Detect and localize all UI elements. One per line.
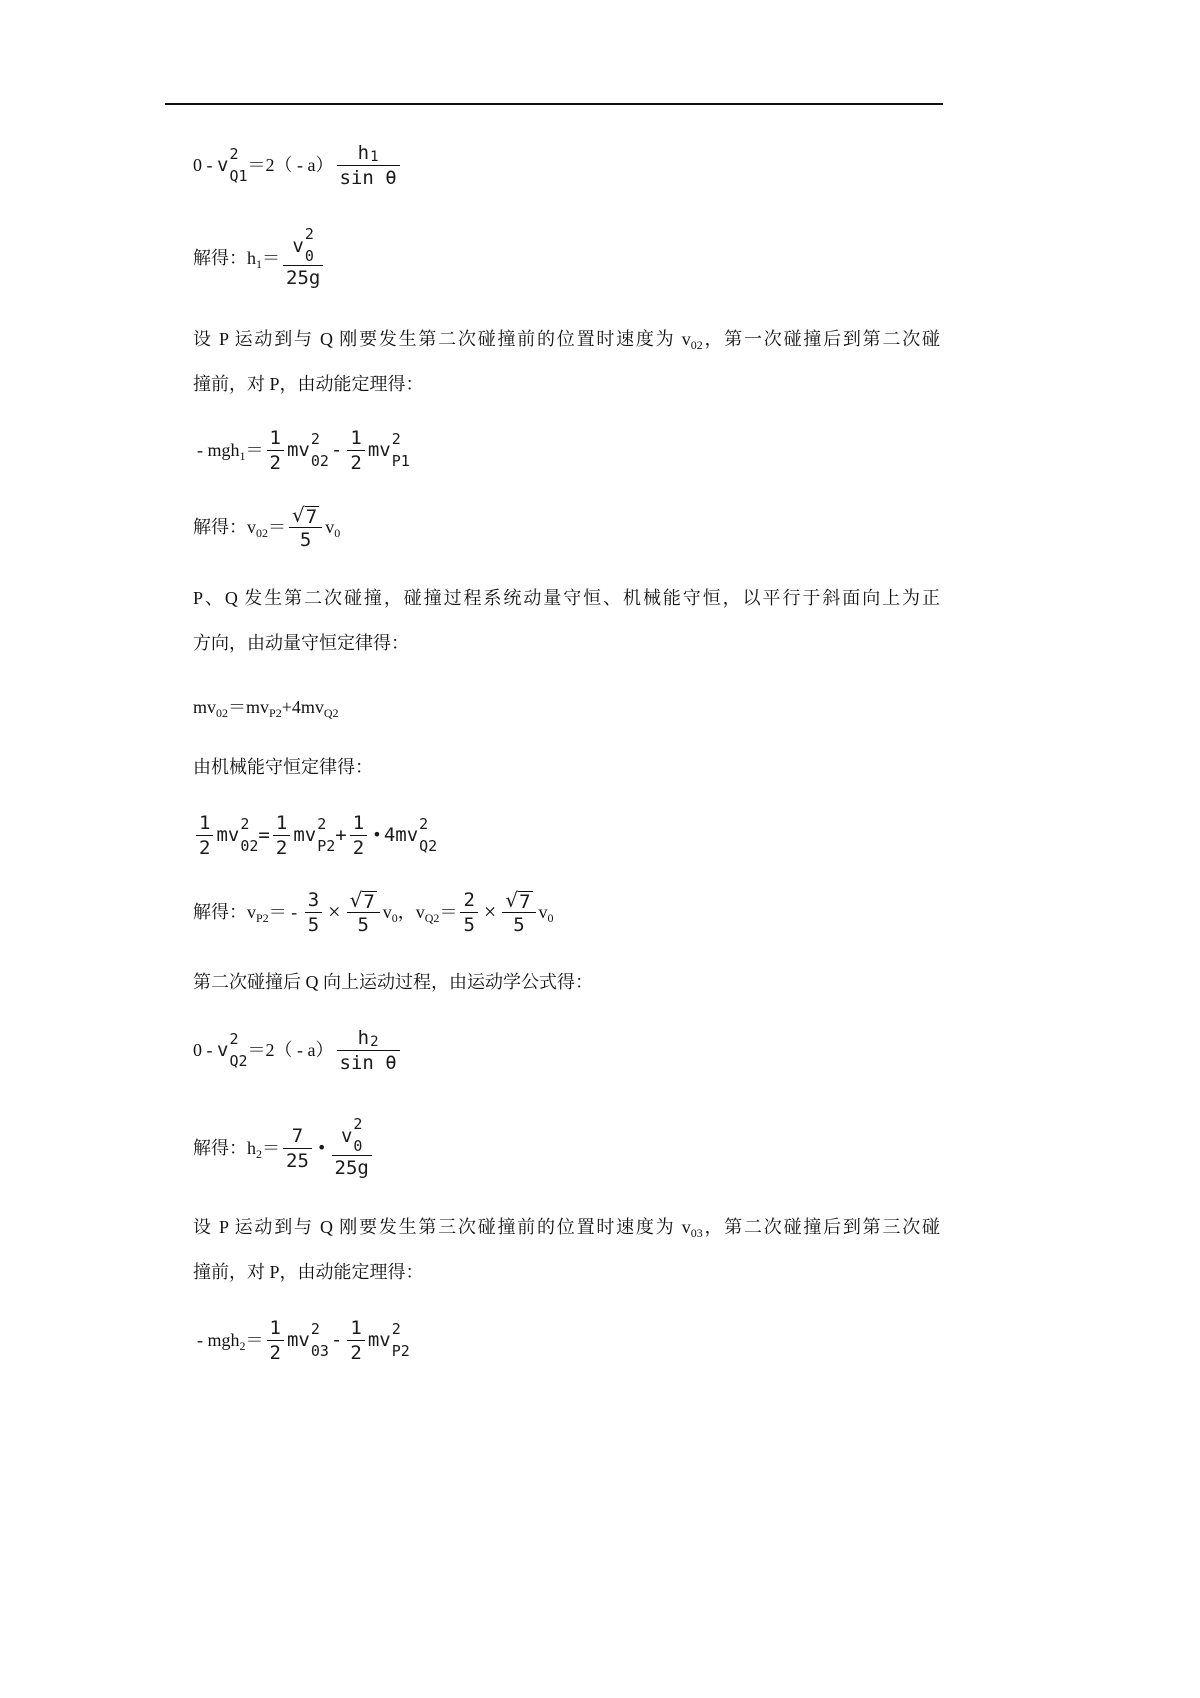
work-energy-equation-1 xyxy=(197,415,410,485)
paragraph-line: 由机械能守恒定律得： xyxy=(193,757,373,777)
momentum-conservation-equation xyxy=(193,695,339,719)
subscript: Q2 xyxy=(419,836,438,855)
mass-velocity-term: mv xyxy=(367,439,391,461)
radicand: 7 xyxy=(519,891,531,913)
subscript: P2 xyxy=(269,706,282,720)
subscript: 2 xyxy=(239,1339,246,1353)
superscript: 2 xyxy=(391,429,401,448)
subscript: 0 xyxy=(304,247,314,265)
multiplication-sign: × xyxy=(483,899,497,924)
fraction-half xyxy=(347,426,364,475)
minus-sign: - xyxy=(330,1329,343,1351)
fraction-denominator: sin θ xyxy=(337,165,400,190)
fraction-denominator: 25g xyxy=(283,265,323,290)
fraction-half xyxy=(196,811,213,860)
subscript: 02 xyxy=(690,338,703,352)
subscript: 03 xyxy=(690,1226,703,1240)
numerator-symbol: h xyxy=(357,141,370,164)
subscript: 0 xyxy=(334,526,341,540)
fraction-denominator: sin θ xyxy=(337,1050,400,1075)
paragraph-line: 撞前，对 P，由动能定理得： xyxy=(193,1262,424,1282)
subscript: 1 xyxy=(239,449,246,463)
equation-text: +4mv xyxy=(281,697,324,717)
superscript: 2 xyxy=(240,814,250,833)
radicand: 7 xyxy=(305,506,318,528)
subscript: 0 xyxy=(547,911,554,925)
equals-sign: = xyxy=(258,824,270,846)
fraction-denominator: 5 xyxy=(460,912,477,937)
equation-text: ＝ - xyxy=(268,902,302,922)
kinematics-equation-q1 xyxy=(193,130,403,200)
fraction-numerator xyxy=(347,888,380,912)
fraction-half xyxy=(273,811,290,860)
sup-sub-stack xyxy=(229,146,247,185)
sup-sub-stack xyxy=(392,1321,410,1360)
velocity-symbol: v xyxy=(292,234,304,257)
fraction xyxy=(332,1116,372,1180)
fraction-denominator: 5 xyxy=(305,912,322,937)
subscript: 0 xyxy=(353,1137,363,1155)
fraction-half xyxy=(347,1316,364,1365)
fraction-half xyxy=(267,1316,284,1365)
radicand: 7 xyxy=(363,891,375,913)
subscript: 2 xyxy=(256,1147,262,1161)
fraction-denominator: 25g xyxy=(332,1155,372,1180)
superscript: 2 xyxy=(310,1319,320,1338)
equation-text: v xyxy=(538,902,548,922)
label-text: 解得：h xyxy=(193,248,256,268)
subscript: Q2 xyxy=(424,911,440,925)
numerator-symbol: h xyxy=(357,1026,370,1049)
fraction-numerator: 1 xyxy=(269,426,281,449)
equals-sign: ＝ xyxy=(245,440,264,460)
paragraph-line xyxy=(193,327,940,351)
work-energy-equation-2 xyxy=(197,1305,410,1375)
radical-sign: √ xyxy=(292,502,305,527)
fraction-numerator xyxy=(337,141,400,165)
subscript: 03 xyxy=(310,1341,329,1360)
paragraph-line: P、Q 发生第二次碰撞，碰撞过程系统动量守恒、机械能守恒，以平行于斜面向上为正 xyxy=(193,588,940,608)
fraction-numerator: 1 xyxy=(350,1316,362,1339)
velocity-term xyxy=(325,515,340,539)
fraction-half xyxy=(350,811,367,860)
fraction-denominator: 2 xyxy=(347,1340,364,1365)
fraction-numerator: 3 xyxy=(307,888,320,911)
subscript: Q2 xyxy=(229,1051,248,1070)
fraction-numerator: 1 xyxy=(199,811,211,834)
fraction xyxy=(502,888,535,937)
velocity-symbol: v xyxy=(217,154,229,176)
label-text: 解得：h xyxy=(193,1138,256,1158)
equals-sign: ＝ xyxy=(245,1330,264,1350)
fraction xyxy=(305,888,322,937)
sup-sub-stack xyxy=(229,1031,247,1070)
superscript: 2 xyxy=(304,225,314,243)
fraction-numerator xyxy=(283,226,323,265)
paragraph-line: 方向，由动量守恒定律得： xyxy=(193,633,409,653)
subscript: 02 xyxy=(310,451,329,470)
fraction-denominator: 25 xyxy=(283,1148,312,1173)
solution-label xyxy=(193,246,280,270)
equation-text: v xyxy=(325,517,335,537)
fraction-denominator: 5 xyxy=(502,912,535,937)
fraction-numerator xyxy=(502,888,535,912)
mass-velocity-term: mv xyxy=(216,824,240,846)
plus-sign: + xyxy=(335,824,347,846)
solution-h2 xyxy=(193,1113,375,1183)
subscript: 02 xyxy=(216,706,229,720)
fraction xyxy=(283,1124,312,1173)
multiplication-dot: • xyxy=(316,1138,327,1157)
mass-velocity-term: mv xyxy=(367,1329,391,1351)
multiplication-sign: × xyxy=(328,899,341,924)
equation-text: mv xyxy=(193,697,217,717)
superscript: 2 xyxy=(229,144,239,163)
fraction-denominator: 2 xyxy=(347,450,364,475)
subscript: P2 xyxy=(317,836,336,855)
equation-text: ＝mv xyxy=(228,697,270,717)
paragraph-line: 撞前，对 P，由动能定理得： xyxy=(193,374,424,394)
equation-text: 0 - xyxy=(193,155,217,175)
equation-lhs xyxy=(197,438,264,462)
equation-text: ＝2（ - a） xyxy=(247,1040,334,1060)
paragraph-text: 设 P 运动到与 Q 刚要发生第三次碰撞前的位置时速度为 v xyxy=(193,1217,691,1237)
fraction-numerator xyxy=(332,1116,372,1155)
solution-v02 xyxy=(193,492,340,562)
sup-sub-stack xyxy=(311,431,329,470)
sup-sub-stack xyxy=(240,816,258,855)
subscript: 02 xyxy=(240,836,259,855)
radical-sign: √ xyxy=(349,887,363,912)
paragraph-line xyxy=(193,1215,940,1239)
equation-text: ＝2（ - a） xyxy=(247,155,334,175)
sup-sub-stack xyxy=(305,226,314,265)
mass-velocity-term: mv xyxy=(286,439,310,461)
subscript: Q2 xyxy=(323,706,339,720)
equation-text: 0 - xyxy=(193,1040,217,1060)
equation-text xyxy=(383,900,458,924)
subscript: P2 xyxy=(391,1341,410,1360)
subscript: P2 xyxy=(256,911,269,925)
velocity-term: v xyxy=(382,902,392,922)
equals-sign: ＝ xyxy=(268,517,286,537)
solution-label xyxy=(193,1136,280,1160)
fraction xyxy=(460,888,477,937)
fraction-denominator: 2 xyxy=(196,835,213,860)
superscript: 2 xyxy=(229,1029,239,1048)
velocity-symbol: v xyxy=(217,1039,229,1061)
multiplication-dot: • xyxy=(372,825,382,844)
fraction-denominator: 2 xyxy=(267,450,284,475)
solution-vp2-vq2 xyxy=(193,877,554,947)
fraction-numerator: 1 xyxy=(350,426,362,449)
fraction-numerator: 1 xyxy=(269,1316,281,1339)
superscript: 2 xyxy=(419,814,429,833)
sup-sub-stack xyxy=(311,1321,329,1360)
energy-conservation-equation xyxy=(193,800,437,870)
fraction xyxy=(337,141,400,190)
mass-velocity-term: mv xyxy=(286,1329,310,1351)
kinematics-equation-q2 xyxy=(193,1015,403,1085)
subscript: P1 xyxy=(391,451,410,470)
sup-sub-stack xyxy=(353,1116,362,1155)
equation-text: ，v xyxy=(397,902,425,922)
fraction-numerator xyxy=(289,503,322,527)
paragraph-text: 设 P 运动到与 Q 刚要发生第二次碰撞前的位置时速度为 v xyxy=(193,329,691,349)
mass-velocity-term: mv xyxy=(293,824,317,846)
fraction-numerator: 1 xyxy=(352,811,365,834)
minus-sign: - xyxy=(330,439,343,461)
velocity-term xyxy=(539,900,554,924)
superscript: 2 xyxy=(310,429,320,448)
fraction xyxy=(289,503,322,552)
subscript: 1 xyxy=(256,257,262,271)
fraction-numerator: 2 xyxy=(463,888,475,911)
solution-label xyxy=(193,515,286,539)
fraction xyxy=(283,226,323,290)
numerator-subscript: 2 xyxy=(370,1033,379,1050)
equals-sign: ＝ xyxy=(262,248,280,268)
fraction-denominator: 2 xyxy=(267,1340,284,1365)
subscript: 02 xyxy=(256,526,268,540)
equation-text: - mgh xyxy=(197,440,240,460)
superscript: 2 xyxy=(317,814,327,833)
subscript: Q1 xyxy=(229,166,248,185)
sup-sub-stack xyxy=(392,431,410,470)
fraction-numerator: 7 xyxy=(291,1124,304,1147)
velocity-symbol: v xyxy=(340,1124,353,1147)
superscript: 2 xyxy=(391,1319,401,1338)
subscript: 0 xyxy=(391,911,398,925)
fraction xyxy=(347,888,380,937)
equation-text: - mgh xyxy=(197,1330,240,1350)
equation-lhs xyxy=(197,1328,264,1352)
label-text: 解得：v xyxy=(193,517,256,537)
equals-sign: ＝ xyxy=(439,902,458,922)
solution-h1 xyxy=(193,223,326,293)
sup-sub-stack xyxy=(317,816,335,855)
paragraph-line: 第二次碰撞后 Q 向上运动过程，由运动学公式得： xyxy=(193,972,593,992)
superscript: 2 xyxy=(353,1115,363,1133)
equals-sign: ＝ xyxy=(262,1138,280,1158)
fraction-numerator xyxy=(337,1026,400,1050)
mass-velocity-term: 4mv xyxy=(383,824,419,846)
numerator-subscript: 1 xyxy=(370,148,379,165)
fraction xyxy=(337,1026,400,1075)
paragraph-text: ，第一次碰撞后到第二次碰 xyxy=(702,329,940,349)
fraction-denominator: 5 xyxy=(347,912,380,937)
header-rule xyxy=(165,103,943,105)
fraction-denominator: 5 xyxy=(289,527,322,552)
radical-sign: √ xyxy=(505,887,519,912)
solution-label xyxy=(193,900,302,924)
label-text: 解得：v xyxy=(193,902,256,922)
fraction-half xyxy=(267,426,284,475)
fraction-numerator: 1 xyxy=(275,811,288,834)
paragraph-text: ，第二次碰撞后到第三次碰 xyxy=(702,1217,940,1237)
sup-sub-stack xyxy=(419,816,437,855)
fraction-denominator: 2 xyxy=(350,835,367,860)
fraction-denominator: 2 xyxy=(273,835,290,860)
